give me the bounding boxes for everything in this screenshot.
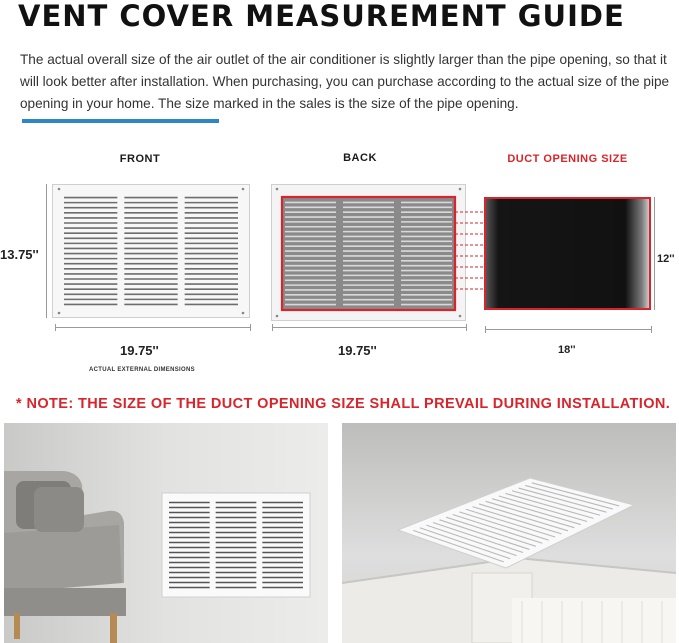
- back-width-line: [272, 327, 466, 328]
- front-label: FRONT: [119, 153, 161, 165]
- back-width-tick-left: [272, 324, 273, 331]
- back-width-tick-right: [466, 324, 467, 331]
- front-width-line: [55, 327, 250, 328]
- duct-height-value: 12'': [657, 253, 675, 265]
- front-width-tick-right: [250, 324, 251, 331]
- ceiling-vent-photo: [342, 423, 676, 643]
- dashed-connectors: [455, 208, 487, 298]
- page-title: VENT COVER MEASUREMENT GUIDE: [18, 0, 625, 33]
- back-label: BACK: [343, 152, 377, 164]
- back-vent-image: [271, 184, 466, 321]
- intro-paragraph: The actual overall size of the air outlet of the air conditioner is slightly larger than the pipe opening, so that it will look better after installation. When purchasing, you can purchase according to the actual size of the pipe opening in your home. The size marked in the sales is the size of the pipe opening.: [20, 52, 670, 111]
- front-height-line: [46, 184, 47, 318]
- installation-note: * NOTE: THE SIZE OF THE DUCT OPENING SIZE SHALL PREVAIL DURING INSTALLATION.: [16, 396, 671, 412]
- front-vent-image: [52, 184, 250, 318]
- front-width-tick-left: [55, 324, 56, 331]
- back-width-value: 19.75'': [338, 343, 377, 358]
- front-width-value: 19.75'': [120, 343, 159, 358]
- front-height-value: 13.75'': [0, 247, 39, 262]
- duct-opening-image: [484, 197, 651, 310]
- external-dimensions-note: ACTUAL EXTERNAL DIMENSIONS: [89, 367, 195, 373]
- duct-width-tick-left: [485, 326, 486, 333]
- duct-width-value: 18'': [558, 344, 576, 356]
- duct-width-line: [485, 329, 651, 330]
- duct-height-line: [654, 197, 655, 310]
- wall-vent-photo: [4, 423, 328, 643]
- duct-opening-label: DUCT OPENING SIZE: [507, 153, 628, 165]
- accent-divider: [22, 119, 219, 123]
- duct-width-tick-right: [651, 326, 652, 333]
